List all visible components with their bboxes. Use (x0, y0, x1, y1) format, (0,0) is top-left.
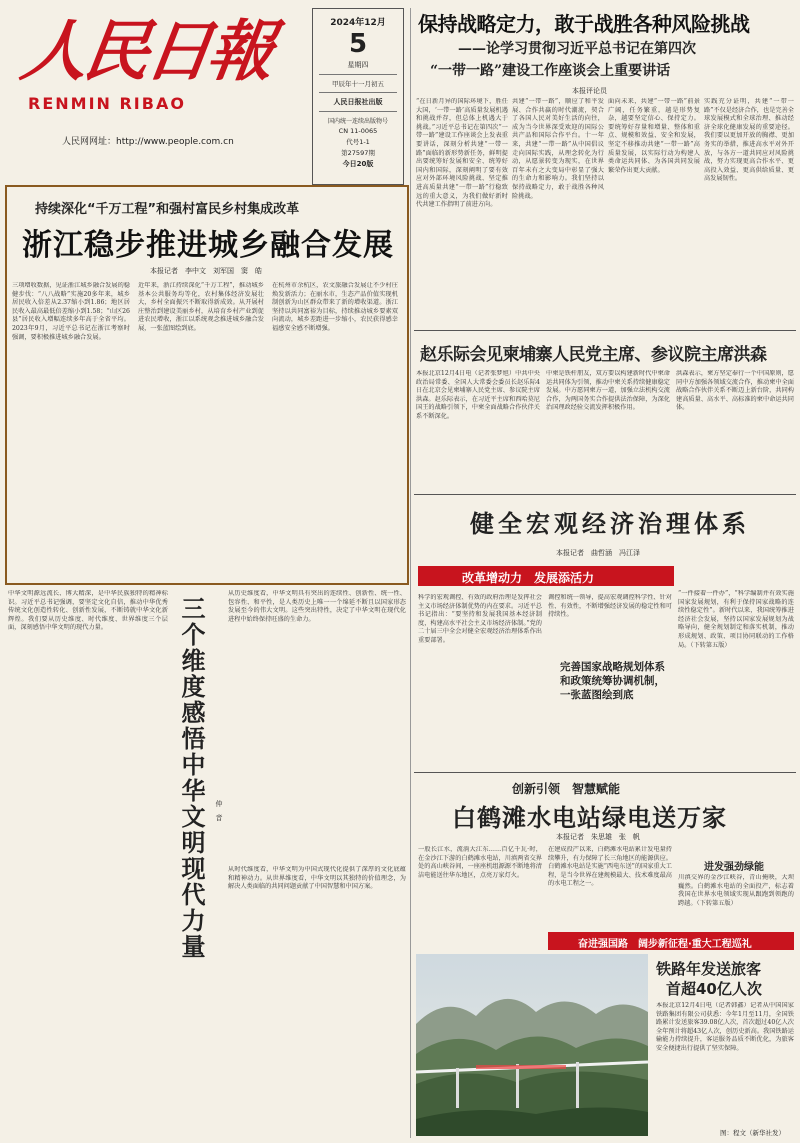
series-banner-text: 奋进强国路 阔步新征程·重大工程巡礼 (578, 939, 752, 950)
article4-side-title: 进发强劲绿能 (704, 862, 764, 873)
culture-author: 仲 音 (215, 800, 223, 821)
issue-number: 第27597期 (341, 149, 375, 157)
date-weekday: 星期四 (347, 61, 369, 69)
article3-subhead: 完善国家战略规划体系和政策统筹协调机制，一张蓝图绘到底 (560, 661, 665, 701)
lead-title: 保持战略定力，敢于战胜各种风险挑战 (418, 12, 750, 36)
feature-col-1: 三项增收数据，见证浙江城乡融合发展的稳健步伐：“八八战略”实施20多年来，城乡居民收入倍差从2.37缩小到1.86；地区居民收入最高最低倍差缩小到1.58；“山区26县”居民收入增幅连续多年高于全省平均。2023年9月，习近平总书记在浙江考察时强调，要积极推进城乡融合发展。 (12, 282, 130, 341)
series-banner (548, 932, 794, 950)
feature-byline: 本报记者 李中文 刘军国 窦 皓 (150, 267, 262, 275)
article2-col-2: 中柬是铁杆朋友，双方要以构建新时代中柬命运共同体为引领，推动中柬关系持续健康稳定发展。中方愿同柬方一道，加强立法机构交流合作，为两国务实合作提供法治保障，为深化治国理政经验交流发挥积极作用。 (546, 370, 670, 412)
divider-lead (414, 330, 796, 331)
lead-col-4: 实践充分证明，共建“一带一路”不仅是经济合作，也是完善全球发展模式和全球治理、推动经济全球化健康发展的重要途径。我们要以更加开放的胸襟、更加务实的举措，推进高水平对外开放，与各方一道共同应对风险挑战，努力实现更高合作水平、更高投入效益、更高供给质量、更高发展韧性。 (704, 98, 794, 183)
divider-article2 (414, 494, 796, 495)
lead-byline: 本报评论员 (572, 87, 607, 95)
publisher: 人民日报社出版 (333, 98, 383, 106)
article3-col-3: “一件接着一件办”，“科学编制并有效实施国家发展规划，有利于保持国家战略的连续性稳定性”。新时代以来，我国统筹推进经济社会发展，坚持以国家发展规划为战略导向，健全规划制定和落实机制，推动形成规划、政策、项目协同联动的工作格局。（下转第五版） (678, 590, 794, 649)
article3-banner (418, 566, 674, 586)
article3-title: 健全宏观经济治理体系 (470, 510, 750, 538)
masthead-pinyin: RENMIN RIBAO (28, 94, 186, 113)
lead-col-1: “在日新月异的国际环境下，胜任大国，‘一带一路’高质量发展机遇和挑战并存，但总体上机遇大于挑战。”习近平总书记在第四次“一带一路”建设工作座谈会上发表重要讲话，深刻分析共建“一带一路”面临的新形势新任务，鲜明提出要统筹好发展和安全、统筹好国内和国际，深刻阐明了要有效应对外部环境风险挑战、坚定推进高质量共建“一带一路”行稳致远的重大意义，为我们做好新时代共建工作指明了前进方向。 (416, 98, 508, 209)
article5-title-1: 铁路年发送旅客 (656, 960, 762, 978)
culture-col-1: 中华文明源远流长、博大精深，是中华民族独特的精神标识。习近平总书记强调，要坚定文化自信，推动中华优秀传统文化创造性转化、创新性发展，不断铸就中华文化新辉煌。我们要从历史维度、时代维度、世界维度三个层面，深刻感悟中华文明的现代力量。 (8, 590, 168, 632)
divider-article3 (414, 772, 796, 773)
article4-side-text: 川滇交界的金沙江峡谷，青山掩映，大坝巍然。白鹤滩水电站的全面投产，标志着我国在世界水电领域实现从跟跑到领跑的跨越。（下转第五版） (678, 874, 794, 907)
website-line: 人民网网址：http://www.people.com.cn (62, 137, 234, 147)
article4-title: 白鹤滩水电站绿电送万家 (452, 803, 727, 832)
article5-text: 本报北京12月4日电（记者韩鑫）记者从中国国家铁路集团有限公司获悉：今年1月至11月，全国铁路累计发送旅客39.08亿人次，首次超过40亿人次全年预计将超43亿人次，创历史新高。我国铁路运输能力持续提升，客运服务品质不断优化，为旅客安全便捷出行提供了坚实保障。 (656, 1002, 794, 1052)
article3-banner-text: 改革增动力 发展添活力 (462, 571, 595, 585)
feature-col-3: 在杭州市余杭区，农文旅融合发展让不少村庄焕发新活力；在丽水市，生态产品价值实现机制创新为山区群众带来了新的增收渠道。浙江坚持以共同富裕为目标，持续推动城乡要素双向流动，城乡差距进一步缩小，农民获得感幸福感安全感不断增强。 (272, 282, 398, 332)
cn-code: 国内统一连续出版物号 (327, 118, 388, 125)
lead-subtitle-2: “一带一路”建设工作座谈会上重要讲话 (430, 63, 671, 79)
culture-title: 三个维度感悟中华文明现代力量 (177, 596, 205, 960)
date-day: 5 (348, 29, 368, 59)
lead-col-2: 共建“一带一路”，顺应了和平发展、合作共赢的时代潮流，契合了各国人民对美好生活的向往，成为当今世界深受欢迎的国际公共产品和国际合作平台。十一年来，共建“一带一路”从中国倡议走向国际实践，从理念转化为行动，从愿景转变为现实，在世界百年未有之大变局中彰显了强大的生命力和影响力。我们坚持以保持战略定力，敢于战胜各种风险挑战。 (512, 98, 604, 200)
photo-credit: 图：程文（新华社发） (720, 1129, 785, 1137)
article5-title-2: 首超40亿人次 (666, 980, 762, 998)
article3-col-1: 科学的宏观调控、有效的政府治理是发挥社会主义市场经济体制优势的内在要求。习近平总书记指出：“要坚持和发展我国基本经济制度，构建高水平社会主义市场经济体制。”党的二十届三中全会对健全宏观经济治理体系作出重要部署。 (418, 594, 542, 644)
article2-col-3: 洪森表示，柬方坚定奉行一个中国原则，愿同中方加强各领域交流合作，推动柬中全面战略合作伙伴关系不断迈上新台阶，共同构建高质量、高水平、高标准的柬中命运共同体。 (676, 370, 794, 412)
photo-bridge (416, 954, 648, 1136)
article4-col-2: 在建成投产以来，白鹤滩水电站累计发电量持续攀升，有力保障了长三角地区的能源供应。白鹤滩水电站是实施“西电东送”的国家重大工程，是当今世界在建规模最大、技术难度最高的水电工程之一。 (548, 846, 672, 888)
lead-subtitle-1: ——论学习贯彻习近平总书记在第四次 (458, 41, 696, 57)
masthead-logo (16, 8, 292, 118)
cn-number: CN 11-0065 (338, 127, 378, 135)
article3-col-2: 调控和统一领导，提高宏观调控科学性、针对性、有效性，不断增强经济发展的稳定性和可持续性。 (548, 594, 672, 619)
article3-byline: 本报记者 曲哲涵 冯江泽 (556, 549, 640, 557)
bridge-landscape-photo (416, 954, 648, 1136)
article2-title: 赵乐际会见柬埔寨人民党主席、参议院主席洪森 (420, 345, 767, 365)
column-divider-right (410, 8, 411, 1138)
article2-col-1: 本报北京12月4日电（记者张梦旭）中共中央政治局常委、全国人大常委会委员长赵乐际4日在北京会见柬埔寨人民党主席、参议院主席洪森。赵乐际表示，在习近平主席和西哈莫尼国王的战略引领下，中柬全面战略合作伙伴关系不断深化。 (416, 370, 540, 420)
page-count: 今日20版 (342, 160, 374, 168)
culture-col-2: 从历史维度看，中华文明具有突出的连续性、创新性、统一性、包容性、和平性，是人类历史上唯一一个绵延不断且以国家形态发展至今的伟大文明。这些突出特性，决定了中华文明在现代化进程中始终保持旺盛的生命力。 (228, 590, 406, 623)
culture-col-3: 从时代维度看，中华文明为中国式现代化提供了深厚的文化底蕴和精神动力。从世界维度看，中华文明以其独特的价值理念，为解决人类面临的共同问题贡献了中国智慧和中国方案。 (228, 866, 406, 891)
feature-col-2: 近年来，浙江持续深化“千万工程”，推动城乡基本公共服务均等化，农村集体经济发展壮大，乡村全面振兴不断取得新成效。从开展村庄整治到建设美丽乡村，从培育乡村产业到促进农民增收，浙江以系统观念推进城乡融合发展，一张蓝图绘到底。 (138, 282, 264, 332)
article4-col-1: 一股长江水，流淌大江东……百亿千瓦·时，在金沙江下游的白鹤滩水电站，川滇两省交界处的高山峡谷间，一座座机组源源不断地将清洁电能送往华东地区，点亮万家灯火。 (418, 846, 542, 879)
article4-kicker: 创新引领 智慧赋能 (512, 782, 621, 796)
date-box (312, 8, 404, 185)
feature-title: 浙江稳步推进城乡融合发展 (22, 228, 394, 263)
date-lunar: 甲辰年十一月初五 (332, 80, 384, 88)
date-year-month: 2024年12月 (330, 18, 386, 28)
lead-col-3: 面向未来，共建“一带一路”前景广阔，任务繁重，越是形势复杂，越要坚定信心、保持定力。要统筹好存量和增量、整体和重点、规模和效益、安全和发展，坚定不移推动共建“一带一路”高质量发展，以实际行动为构建人类命运共同体、为各国共同发展繁荣作出更大贡献。 (608, 98, 700, 174)
issue-code: 代号1-1 (346, 138, 370, 146)
article4-byline: 本报记者 朱思雄 张 帆 (556, 833, 640, 841)
feature-kicker: 持续深化“千万工程”和强村富民乡村集成改革 (35, 202, 300, 217)
masthead-title: 人民日報 (16, 12, 276, 90)
